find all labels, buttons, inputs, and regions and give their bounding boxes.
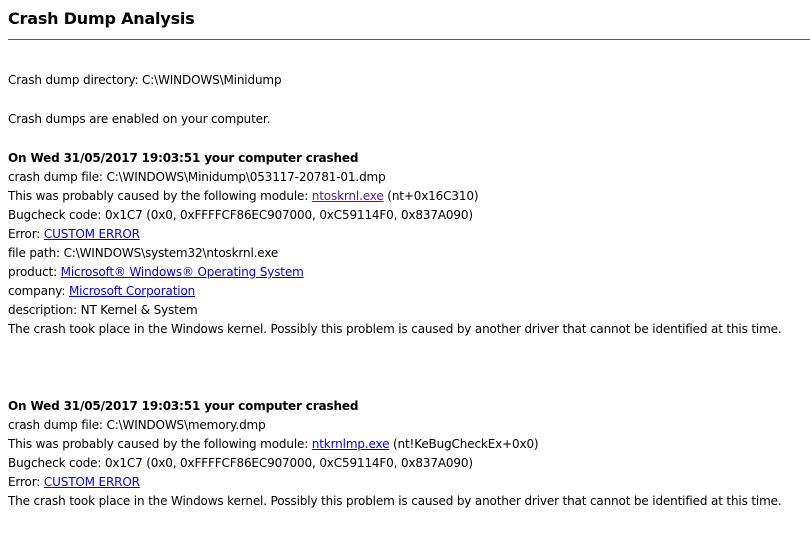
- module-offset: (nt+0x16C310): [383, 189, 479, 203]
- module-description: description: NT Kernel & System: [8, 303, 198, 317]
- dump-directory: Crash dump directory: C:\WINDOWS\Minidump: [8, 73, 282, 87]
- module-file-path: file path: C:\WINDOWS\system32\ntoskrnl.exe: [8, 246, 279, 260]
- crash-error: [8, 473, 140, 492]
- dump-file-path: C:\WINDOWS\memory.dmp: [106, 418, 266, 432]
- dumps-enabled-status: Crash dumps are enabled on your computer.: [8, 112, 271, 126]
- label: This was probably caused by the following module:: [8, 437, 312, 451]
- product-link[interactable]: Microsoft® Windows® Operating System: [60, 265, 304, 279]
- error-link[interactable]: CUSTOM ERROR: [43, 475, 140, 489]
- label: Error:: [8, 475, 44, 489]
- label: company:: [8, 284, 69, 298]
- crash-error: [8, 225, 140, 244]
- module-product: [8, 263, 304, 282]
- label: crash dump file:: [8, 170, 107, 184]
- bugcheck-code: Bugcheck code: 0x1C7 (0x0, 0xFFFFCF86EC907000, 0xC59114F0, 0x837A090): [8, 456, 473, 470]
- module-link[interactable]: ntkrnlmp.exe: [311, 437, 390, 451]
- crash-heading: On Wed 31/05/2017 19:03:51 your computer crashed: [8, 399, 359, 413]
- crash-summary: The crash took place in the Windows kernel. Possibly this problem is caused by another driver that cannot be identified at this time.: [8, 494, 782, 508]
- module-link[interactable]: ntoskrnl.exe: [311, 189, 384, 203]
- error-link[interactable]: CUSTOM ERROR: [43, 227, 140, 241]
- module-company: [8, 282, 195, 301]
- crash-cause: [8, 187, 478, 206]
- crash-dump-file: [8, 168, 386, 187]
- label: This was probably caused by the following module:: [8, 189, 312, 203]
- bugcheck-code: Bugcheck code: 0x1C7 (0x0, 0xFFFFCF86EC907000, 0xC59114F0, 0x837A090): [8, 208, 473, 222]
- title-divider: [8, 39, 810, 40]
- dump-file-path: C:\WINDOWS\Minidump\053117-20781-01.dmp: [106, 170, 386, 184]
- crash-heading: On Wed 31/05/2017 19:03:51 your computer crashed: [8, 151, 359, 165]
- label: product:: [8, 265, 61, 279]
- company-link[interactable]: Microsoft Corporation: [68, 284, 196, 298]
- label: Error:: [8, 227, 44, 241]
- label: crash dump file:: [8, 418, 107, 432]
- page-title: Crash Dump Analysis: [8, 9, 195, 28]
- crash-cause: [8, 435, 538, 454]
- module-offset: (nt!KeBugCheckEx+0x0): [389, 437, 539, 451]
- crash-summary: The crash took place in the Windows kernel. Possibly this problem is caused by another driver that cannot be identified at this time.: [8, 322, 782, 336]
- crash-dump-file: [8, 416, 266, 435]
